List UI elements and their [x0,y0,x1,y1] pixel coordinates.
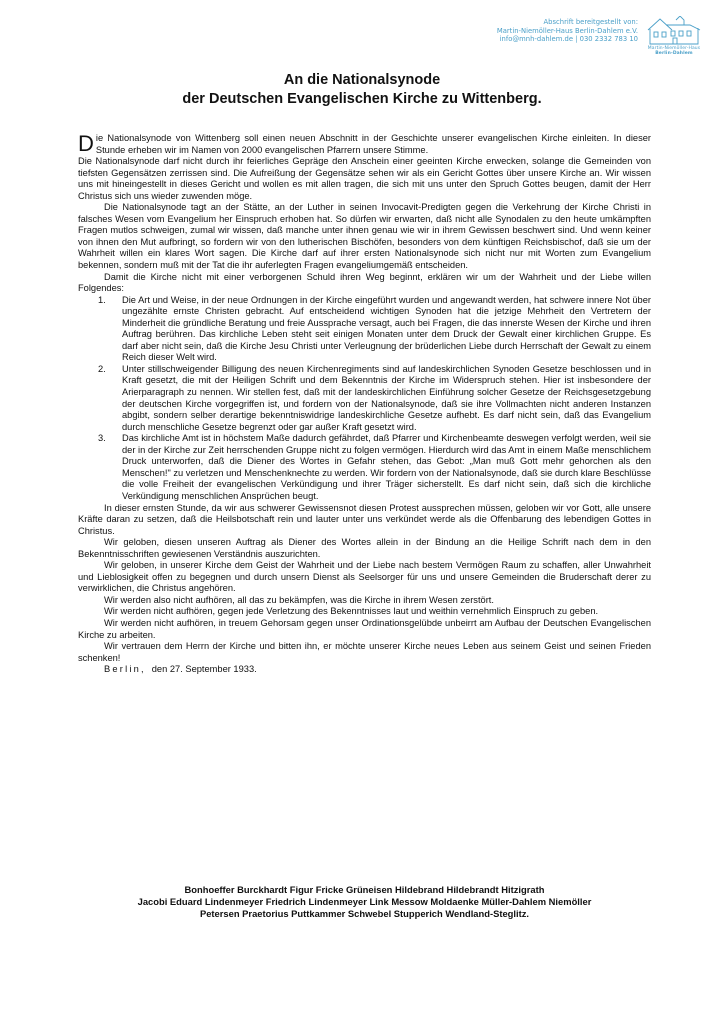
dateline [78,664,651,676]
paragraph: Wir geloben, in unserer Kirche dem Geist der Wahrheit und der Liebe nach bestem Vermögen Raum zu schaffen, aller Unwahrheit und Lieblosigkeit offen zu begegnen und durch unsern Dienst als Seelsorger für uns und unsere Gemeinden die Bruderschaft derer zu verwirklichen, die Christus angehören. [78,560,651,594]
list-item [78,364,651,433]
house-icon [646,16,702,46]
paragraph: Wir werden nicht aufhören, in treuem Gehorsam gegen unser Ordinationsgelübde unbeirrt am Aufbau der Deutschen Evangelischen Kirche zu arbeiten. [78,617,651,640]
paragraph: In dieser ernsten Stunde, da wir aus schwerer Gewissensnot diesen Protest aussprechen müssen, geloben wir vor Gott, alle unsere Kräfte daran zu setzen, daß die Heilsbotschaft rein und lauter unter uns verkündet werde als die Offenbarung des lebendigen Gottes in Christus. [78,502,651,536]
list-text: Unter stillschweigender Billigung des neuen Kirchenregiments sind auf landeskirchlichen Synoden Gesetze beschlossen und in Kraft gesetzt, die mit der Heiligen Schrift und dem Bekenntnis der Kirche im Widerspruch stehen. Hier ist insbesondere der Arierparagraph zu nennen. Wir stellen fest, daß mit der landeskirchlichen Einführung solcher Gesetze der Reichsgesetzgebung der deutschen Kirche vorgegriffen ist, und fordern von der Nationalsynode, daß sie ihre Vollmachten nicht anderen Instanzen abgibt, sondern selber derartige bekenntniswidrige landeskirchliche Gesetze aufhebt. Es darf nicht sein, daß das Evangelium durch menschliche Gesetze begrenzt oder gar außer Kraft gesetzt wird. [122,363,651,432]
signatory-line: Jacobi Eduard Lindenmeyer Friedrich Lindenmeyer Link Messow Moldaenke Müller-Dahlem Niemöller [137,896,592,908]
paragraph: Wir werden also nicht aufhören, all das zu bekämpfen, was die Kirche in ihrem Wesen zerstört. [104,594,494,605]
list-item [78,295,651,364]
paragraph: Die Nationalsynode tagt an der Stätte, an der Luther in seinen Invocavit-Predigten gegen die Verkehrung der Kirche Christi in falsches Wesen vom Evangelium her Einspruch erhoben hat. So dürfen wir erwarten, daß nicht alle Synodalen zu den heute umkämpften Fragen mutlos schweigen, zumal wir wissen, daß manche unter ihnen genau wie wir in ihrem Gewissen beschwert sind. Und wenn keiner von ihnen den Mut aufbringt, so fordern wir von den lutherischen Bischöfen, besonders von dem künftigen Reichsbischof, daß sie um der Wahrheit willen ein klares Wort sagen. Die Kirche darf auf ihrer ersten Nationalsynode sich nicht nur mit Worten zum Evangelium bekennen, sondern muß mit der Tat die ihr auferlegten Fragen evangeliumgemäß entscheiden. [78,202,651,271]
drop-cap: D [78,131,94,156]
header-line: Martin-Niemöller-Haus Berlin-Dahlem e.V. [496,26,638,35]
title-line-1: An die Nationalsynode [283,72,441,88]
numbered-list [78,295,651,503]
list-text: Die Art und Weise, in der neue Ordnungen in der Kirche eingeführt wurden und angewandt werden, hat schwere innere Not über ungezählte ernste Christen gebracht. Auf entscheidend wichtigen Synoden hat die jetzige Mehrheit den Vertretern der Minderheit die gründliche Beratung und freie Aussprache versagt, auch bei Fragen, die das innerste Wesen der Kirche und ihren Auftrag berühren. Das kirchliche Leben steht seit einigen Monaten unter dem Druck der Gewalt einer kirchlichen Gruppe. Es darf aber nicht sein, daß die Kirche Jesu Christi unter Verleugnung der brüderlichen Liebe durch Herrschaft der Gewalt zu einem Reich dieser Welt wird. [122,294,651,363]
paragraph: Damit die Kirche nicht mit einer verborgenen Schuld ihren Weg beginnt, erklären wir um der Wahrheit und der Liebe willen Folgendes: [78,271,651,294]
list-text: Das kirchliche Amt ist in höchstem Maße dadurch gefährdet, daß Pfarrer und Kirchenbeamte deswegen verfolgt werden, weil sie der in der Kirche zur Zeit herrschenden Gruppe nicht zu folgen vermögen. Hierdurch wird das Amt in einem Maße menschlichem Druck unterworfen, daß die Diener des Wortes in Gefahr stehen, das Gebot: „Man muß Gott mehr gehorchen als den Menschen!" zu verletzen und Menschenknechte zu werden. Wir fordern von der Nationalsynode, daß sie durch klare Beschlüsse die volle Freiheit der evangelischen Verkündigung und ihrer Träger sicherstellt. Es darf nicht sein, daß sich die kirchliche Verkündigung menschlichen Ansprüchen beugt. [122,433,651,501]
signatories [78,884,651,921]
logo-text: Martin-Niemöller-Haus [647,46,701,51]
list-item [78,433,651,502]
list-number: 3. [98,433,106,444]
logo-text: Berlin-Dahlem [655,51,693,56]
paragraph-text: ie Nationalsynode von Wittenberg soll einen neuen Abschnitt in der Geschichte unserer evangelischen Kirche einleiten. In dieser Stunde erheben wir im Namen von 2000 evangelischen Pfarrern unsere Stimme. [95,133,651,155]
date: den 27. September 1933. [151,664,257,675]
signatory-line: Bonhoeffer Burckhardt Figur Fricke Grüneisen Hildebrand Hildebrandt Hitzigrath [184,884,545,895]
list-number: 1. [98,294,106,305]
paragraph: Die Nationalsynode darf nicht durch ihr feierliches Gepräge den Anschein einer geeinten Kirche erwecken, solange die Gemeinden von tiefsten Gegensätzen zerrissen sind. Die Aufreißung der Gegensätze sehen wir als ein Gericht Gottes über unsere Kirche an. Wir wissen uns mit hineingestellt in dieses Gericht und wollen es mit allen tragen, die sich mit uns unter den Spruch Gottes beugen, damit der Herr Christus sich uns wieder zuwenden möge. [78,156,651,201]
house-logo [644,16,704,56]
paragraph: Wir vertrauen dem Herrn der Kirche und bitten ihn, er möchte unserer Kirche neues Leben aus seinem Geist und seinen Frieden schenken! [78,641,651,663]
signatory-line: Petersen Praetorius Puttkammer Schwebel Stupperich Wendland-Steglitz. [199,908,530,920]
header-line: info@mnh-dahlem.de | 030 2332 783 10 [499,35,638,44]
paragraph: Wir geloben, diesen unseren Auftrag als Diener des Wortes allein in der Bindung an die Heilige Schrift nach dem in den Bekenntnisschriften gewiesenen Verständnis auszurichten. [78,537,651,559]
list-number: 2. [98,363,106,374]
header [497,16,704,56]
header-contact [497,16,638,44]
paragraph [78,133,651,156]
document-body [78,133,651,676]
paragraph: Wir werden nicht aufhören, gegen jede Verletzung des Bekenntnisses laut und weithin vernehmlich Einspruch zu geben. [104,606,599,617]
header-line: Abschrift bereitgestellt von: [543,18,638,26]
title-line-2: der Deutschen Evangelischen Kirche zu Wittenberg. [182,91,542,107]
place: Berlin, [104,664,146,675]
